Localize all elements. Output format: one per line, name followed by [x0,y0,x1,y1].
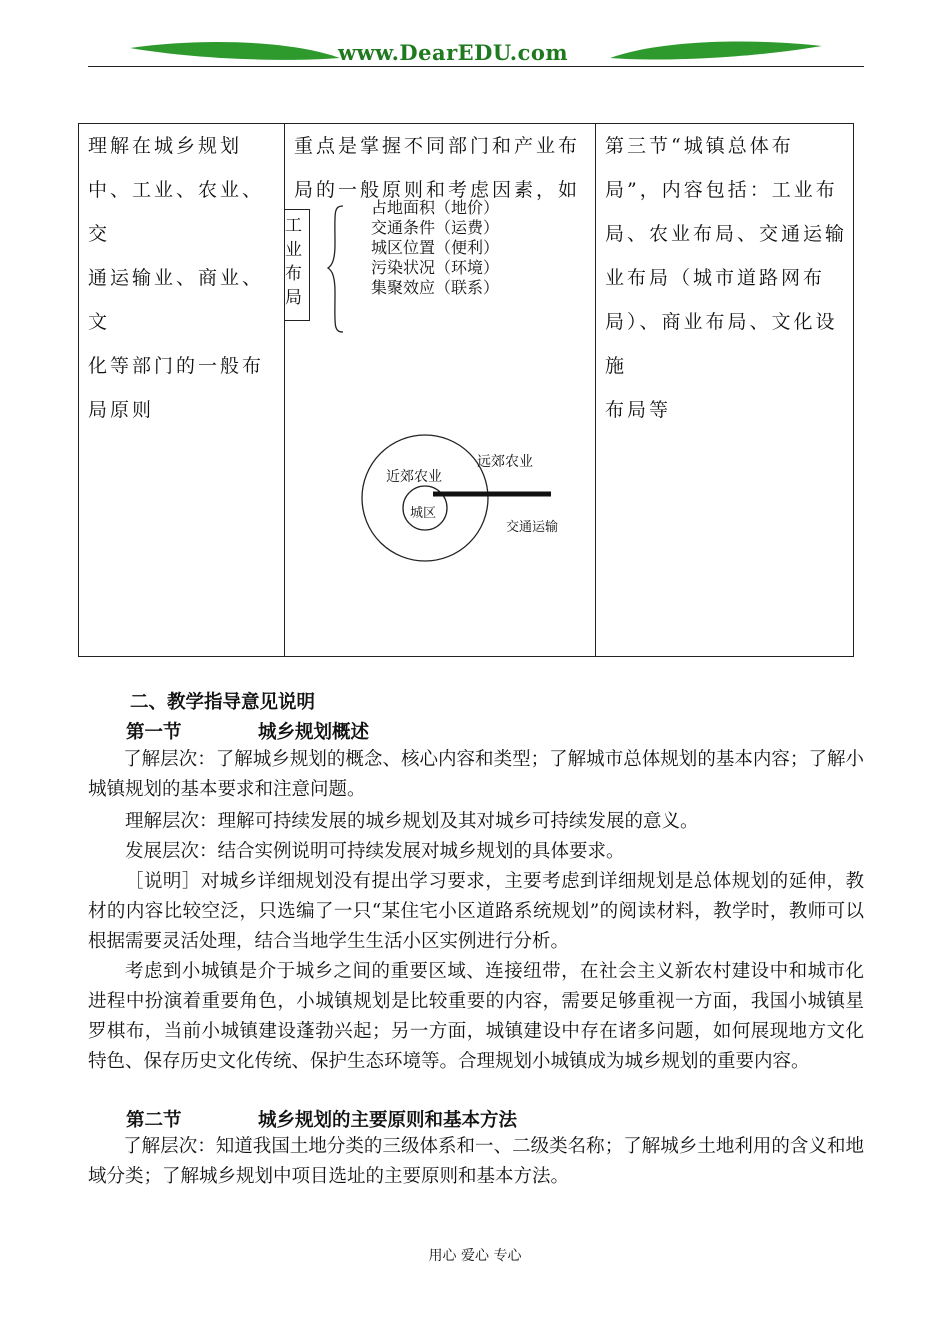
factor-item: 城区位置（便利） [371,238,500,257]
brace-icon [327,204,347,334]
text-line: 重点是掌握不同部门和产业布 [294,135,581,157]
far-suburb-label: 远郊农业 [477,454,533,470]
transport-label: 交通运输 [506,520,559,535]
text-line: 理解在城乡规划 [88,135,243,157]
text-line: 局原则 [88,399,155,421]
text-line: 局）、商业布局、文化设施 [605,311,838,377]
section1-number: 第一节 [126,722,182,743]
factor-item: 占地面积（地价） [371,198,500,217]
section1-title: 城乡规划概述 [258,722,370,743]
section-heading: 二、教学指导意见说明 [130,692,316,713]
page-header [0,0,950,80]
text-line: 布局等 [605,399,672,421]
section2-number: 第二节 [126,1110,182,1131]
text-line: 中、工业、农业、交 [88,179,265,245]
text-line: 局的一般原则和考虑因素，如 [294,179,581,201]
paragraph: 了解层次：知道我国土地分类的三级体系和一、二级类名称；了解城乡土地利用的含义和地域分类；了解城乡规划中项目选址的主要原则和基本方法。 [88,1136,864,1187]
section2-title: 城乡规划的主要原则和基本方法 [258,1110,518,1131]
table-col-objectives [88,124,278,432]
paragraph: 理解层次：理解可持续发展的城乡规划及其对城乡可持续发展的意义。 [125,811,699,832]
header-rule [88,66,864,67]
agriculture-zone-diagram [349,414,649,594]
text-line: 业布局（城市道路网布 [605,267,826,289]
factor-list [371,198,499,298]
paragraph: 发展层次：结合实例说明可持续发展对城乡规划的具体要求。 [125,841,625,862]
near-suburb-label: 近郊农业 [386,469,442,485]
text-line: 化等部门的一般布 [88,355,265,377]
city-label: 城区 [410,506,437,521]
paragraph: 了解层次：了解城乡规划的概念、核心内容和类型；了解城市总体规划的基本内容；了解小城镇规划的基本要求和注意问题。 [88,749,864,800]
factor-item: 交通条件（运费） [371,218,500,237]
site-logo: www.DearEDU.com [338,40,569,65]
industry-label: 工业布局 [285,216,302,308]
text-line: 第三节“城镇总体布 [605,135,794,157]
page-footer: 用心 爱心 专心 [428,1248,522,1264]
text-line: 通运输业、商业、文 [88,267,265,333]
outer-ring [362,435,488,561]
paragraph: 考虑到小城镇是介于城乡之间的重要区域、连接纽带，在社会主义新农村建设中和城市化进程中扮演着重要角色，小城镇规划是比较重要的内容，需要足够重视一方面，我国小城镇星罗棋布，当前小城镇建设蓬勃兴起；另一方面，城镇建设中存在诸多问题，如何展现地方文化特色、保存历史文化传统、保护生态环境等。合理规划小城镇成为城乡规划的重要内容。 [88,961,864,1072]
paragraph: ［说明］对城乡详细规划没有提出学习要求，主要考虑到详细规划是总体规划的延伸，教材的内容比较空泛，只选编了一只“某住宅小区道路系统规划”的阅读材料，教学时，教师可以根据需要灵活处理，结合当地学生生活小区实例进行分析。 [88,871,864,952]
factor-item: 污染状况（环境） [371,258,500,277]
factor-item: 集聚效应（联系） [371,278,500,297]
text-line: 局、农业布局、交通运输 [605,223,848,245]
table-col-content [605,124,850,432]
text-line: 局”，内容包括：工业布 [605,179,838,201]
content-table [78,123,854,657]
column-divider [284,124,285,656]
